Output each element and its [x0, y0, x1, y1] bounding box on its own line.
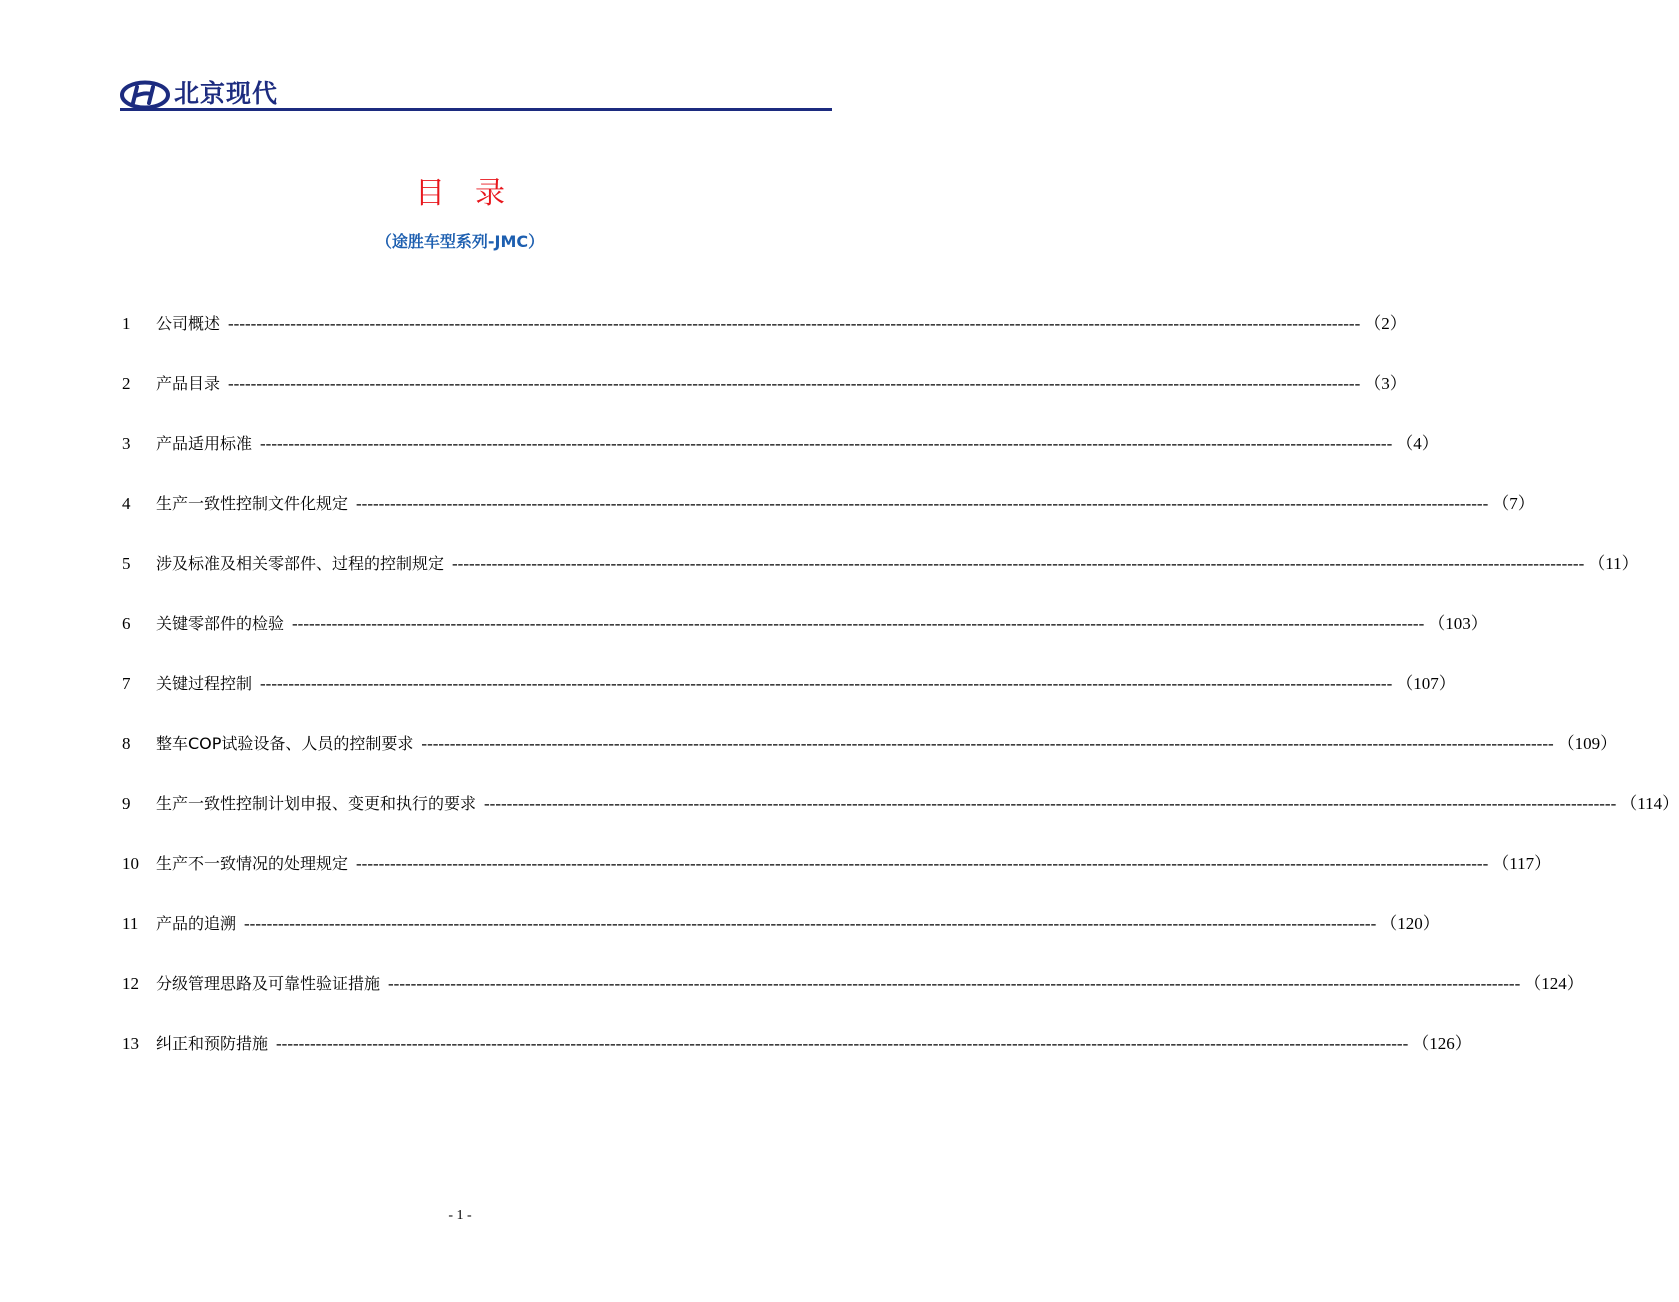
toc-entry-page: （107）: [1396, 674, 1456, 693]
toc-entry-page: （124）: [1524, 974, 1584, 993]
toc-leader-dashes: --------------------------------------------------------------------------------------------------------------------------------------------------------------------------------------------------------: [276, 1034, 1409, 1053]
brand-name: 北京现代: [174, 79, 279, 108]
toc-entry-title: 关键零部件的检验: [156, 614, 285, 633]
toc-entry-number: 5: [122, 554, 131, 573]
header-divider: [120, 108, 832, 111]
toc-entry-page: （7）: [1492, 494, 1535, 513]
toc-entry-page: （120）: [1380, 914, 1440, 933]
toc-leader-dashes: --------------------------------------------------------------------------------------------------------------------------------------------------------------------------------------------------------: [292, 614, 1425, 633]
toc-entry-page: （2）: [1364, 314, 1407, 333]
toc-entry-number: 9: [122, 794, 131, 813]
toc-leader-dashes: --------------------------------------------------------------------------------------------------------------------------------------------------------------------------------------------------------: [388, 974, 1521, 993]
toc-entry[interactable]: [122, 908, 1440, 968]
toc-leader-dashes: --------------------------------------------------------------------------------------------------------------------------------------------------------------------------------------------------------: [421, 734, 1554, 753]
toc-entry-title: 整车COP试验设备、人员的控制要求: [156, 734, 414, 753]
toc-entry[interactable]: [122, 668, 1456, 728]
toc-entry-page: （4）: [1396, 434, 1439, 453]
table-of-contents: [122, 308, 1679, 1088]
toc-entry-page: （109）: [1557, 734, 1618, 753]
toc-entry-number: 7: [122, 674, 131, 693]
toc-entry-number: 10: [122, 854, 139, 873]
toc-entry-number: 13: [122, 1034, 139, 1053]
page-title: 目 录: [415, 176, 505, 211]
toc-entry[interactable]: [122, 308, 1407, 368]
toc-entry-title: 关键过程控制: [156, 674, 253, 693]
toc-leader-dashes: --------------------------------------------------------------------------------------------------------------------------------------------------------------------------------------------------------: [228, 374, 1361, 393]
page-subtitle: （途胜车型系列-JMC）: [375, 232, 545, 251]
toc-entry[interactable]: [122, 548, 1639, 608]
toc-leader-dashes: --------------------------------------------------------------------------------------------------------------------------------------------------------------------------------------------------------: [356, 494, 1489, 513]
toc-entry-title: 纠正和预防措施: [156, 1034, 269, 1053]
toc-entry[interactable]: [122, 848, 1552, 908]
toc-entry[interactable]: [122, 488, 1535, 548]
toc-entry-page: （117）: [1492, 854, 1552, 873]
toc-leader-dashes: --------------------------------------------------------------------------------------------------------------------------------------------------------------------------------------------------------: [244, 914, 1377, 933]
toc-entry[interactable]: [122, 728, 1618, 788]
toc-entry-title: 产品适用标准: [156, 434, 253, 453]
toc-entry-number: 11: [122, 914, 139, 933]
toc-entry-page: （11）: [1588, 554, 1639, 573]
toc-entry-number: 8: [122, 734, 131, 753]
toc-entry[interactable]: [122, 968, 1584, 1028]
toc-entry-number: 2: [122, 374, 131, 393]
toc-entry-title: 产品目录: [156, 374, 221, 393]
toc-entry-number: 6: [122, 614, 131, 633]
toc-entry-page: （114）: [1620, 794, 1679, 813]
toc-leader-dashes: --------------------------------------------------------------------------------------------------------------------------------------------------------------------------------------------------------: [260, 434, 1393, 453]
toc-entry-number: 3: [122, 434, 131, 453]
toc-entry[interactable]: [122, 788, 1679, 848]
toc-leader-dashes: --------------------------------------------------------------------------------------------------------------------------------------------------------------------------------------------------------: [484, 794, 1617, 813]
toc-entry-title: 公司概述: [156, 314, 221, 333]
toc-entry-number: 4: [122, 494, 131, 513]
toc-leader-dashes: --------------------------------------------------------------------------------------------------------------------------------------------------------------------------------------------------------: [260, 674, 1393, 693]
toc-entry-title: 产品的追溯: [156, 914, 237, 933]
hyundai-h-logo-icon: [120, 80, 170, 110]
toc-entry[interactable]: [122, 1028, 1472, 1088]
toc-entry-page: （103）: [1428, 614, 1488, 633]
toc-entry-title: 涉及标准及相关零部件、过程的控制规定: [156, 554, 445, 573]
toc-entry-page: （126）: [1412, 1034, 1472, 1053]
toc-entry-number: 1: [122, 314, 131, 333]
toc-leader-dashes: --------------------------------------------------------------------------------------------------------------------------------------------------------------------------------------------------------: [452, 554, 1585, 573]
toc-leader-dashes: --------------------------------------------------------------------------------------------------------------------------------------------------------------------------------------------------------: [356, 854, 1489, 873]
toc-entry-number: 12: [122, 974, 139, 993]
toc-entry-title: 生产一致性控制计划申报、变更和执行的要求: [156, 794, 477, 813]
page-number: - 1 -: [448, 1208, 472, 1223]
toc-entry[interactable]: [122, 428, 1439, 488]
toc-entry-page: （3）: [1364, 374, 1407, 393]
toc-entry-title: 生产不一致情况的处理规定: [156, 854, 349, 873]
toc-leader-dashes: --------------------------------------------------------------------------------------------------------------------------------------------------------------------------------------------------------: [228, 314, 1361, 333]
toc-entry-title: 分级管理思路及可靠性验证措施: [156, 974, 381, 993]
toc-entry[interactable]: [122, 368, 1407, 428]
toc-entry-title: 生产一致性控制文件化规定: [156, 494, 349, 513]
toc-entry[interactable]: [122, 608, 1488, 668]
